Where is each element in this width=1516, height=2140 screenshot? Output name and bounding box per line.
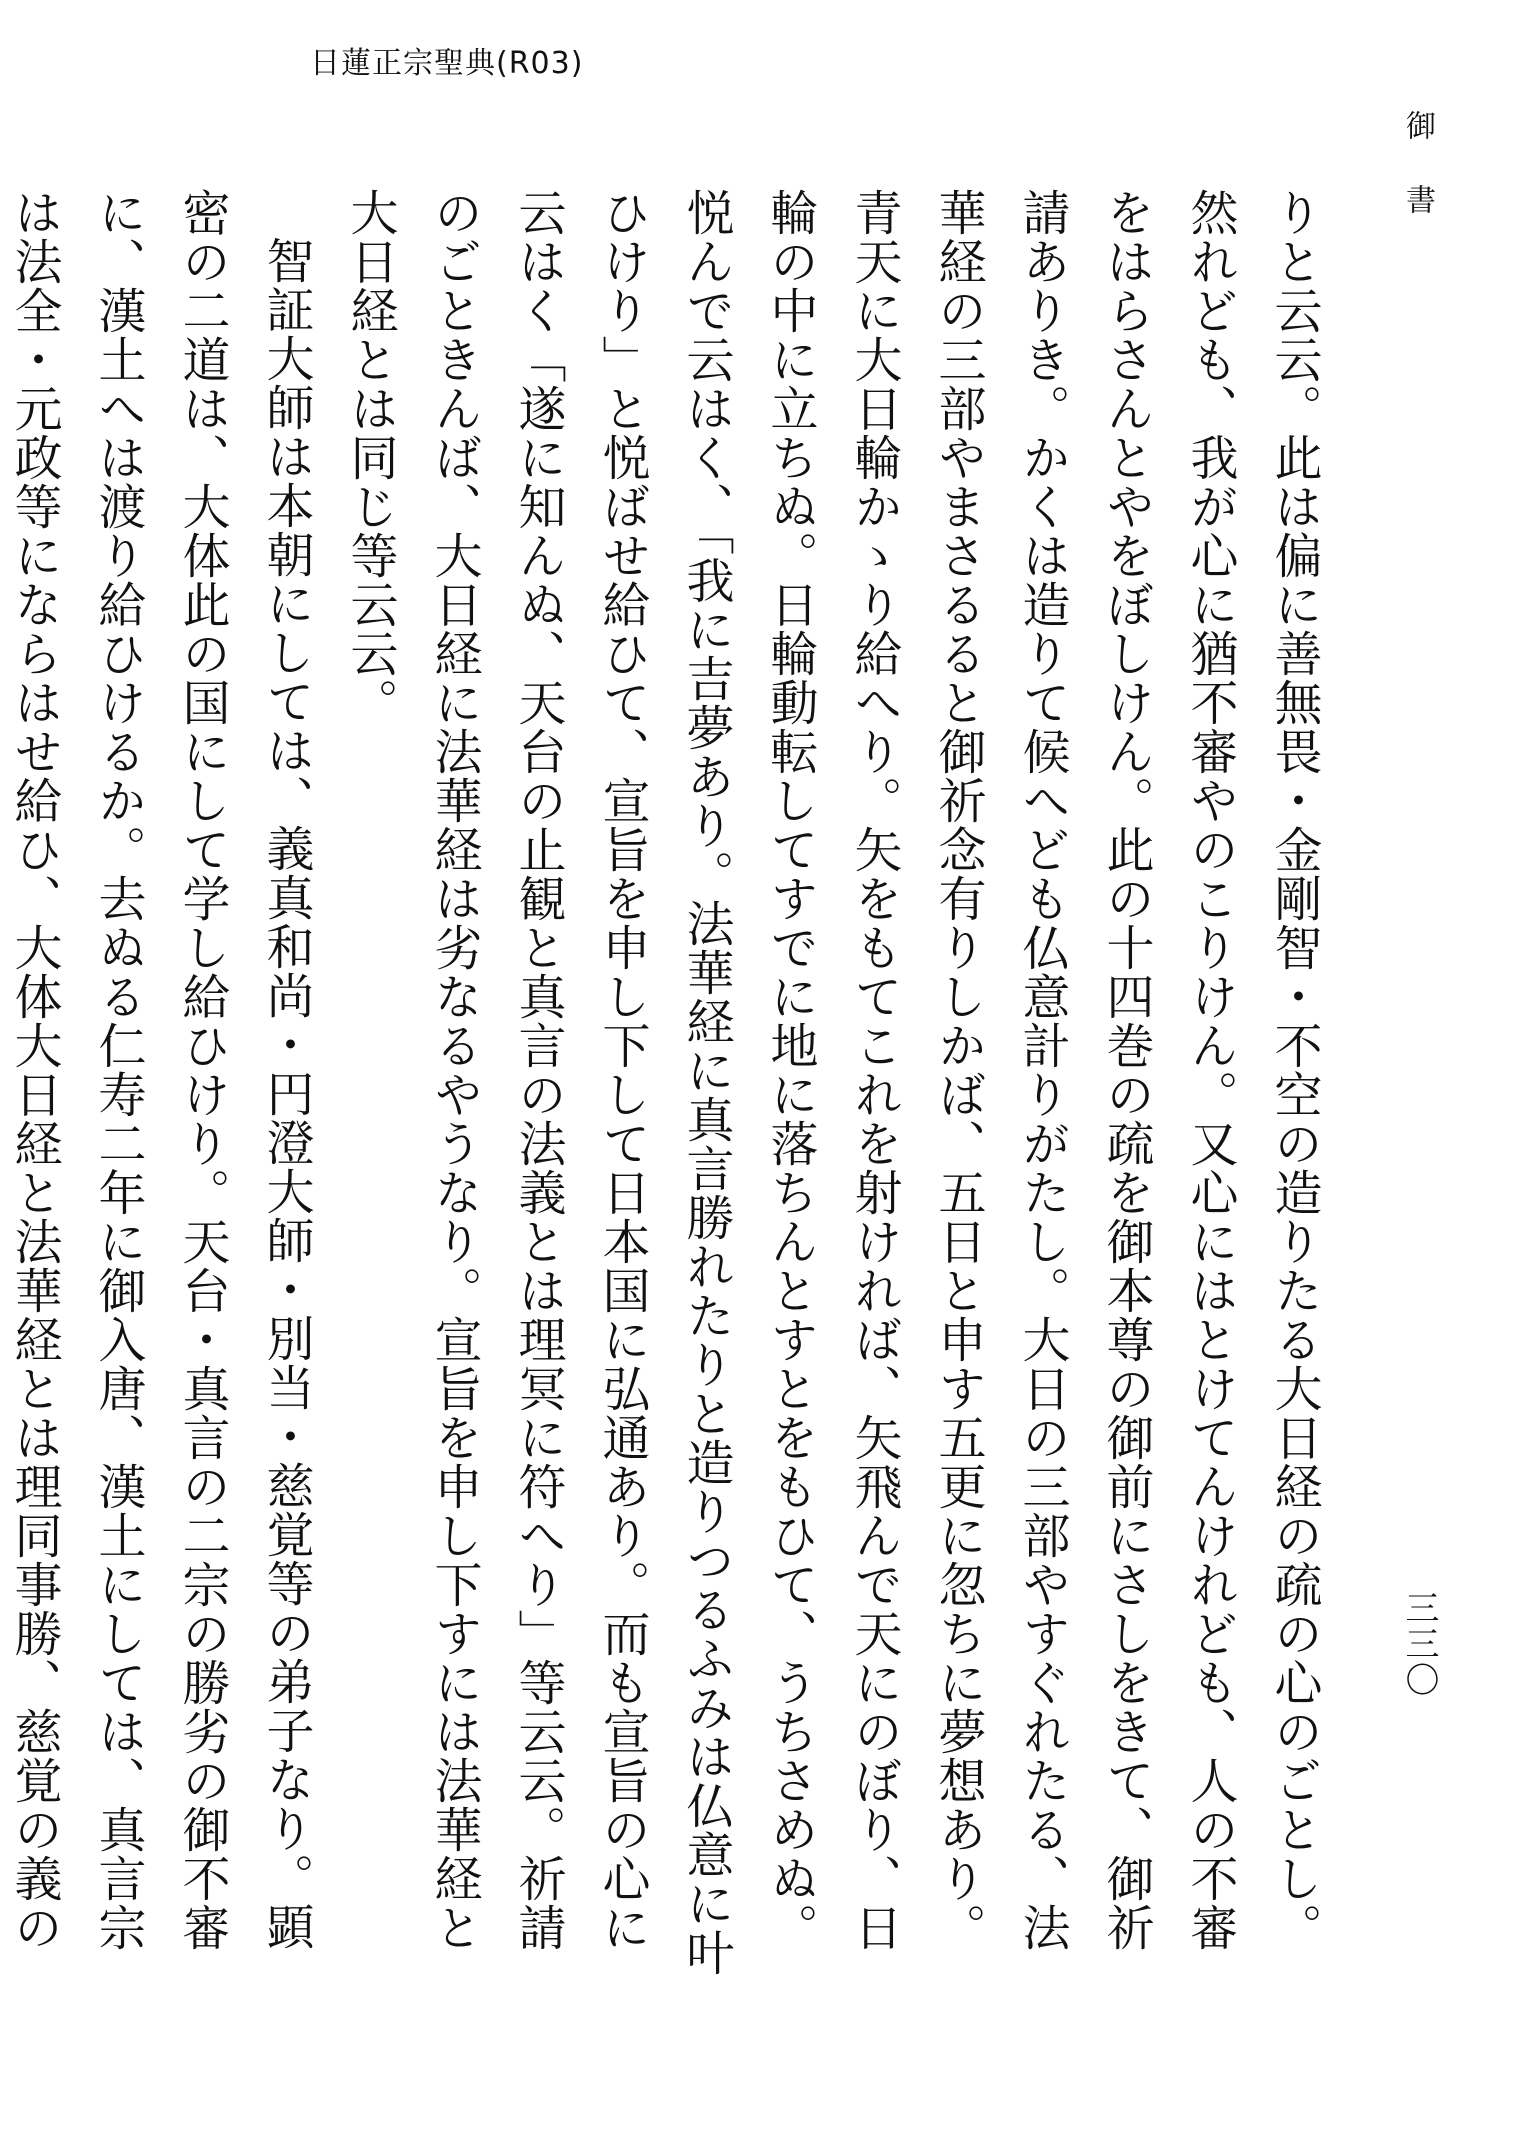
running-head: 御書 [1400,110,1435,258]
book-title: 日蓮正宗聖典(R03) [310,46,584,81]
paragraph: 智証大師は本朝にしては、義真和尚・円澄大師・別当・慈覚等の弟子なり。顕密の二道は、大体此の国にして学し給ひけり。天台・真言の二宗の勝劣の御不審に、漢土へは渡り給ひけるか。去ぬる仁寿二年に御入唐、漢土にしては、真言宗は法全・元政等にならはせ給ひ、大体大日経と法華経とは理同事勝、慈覚の義の [6,188,314,1952]
paragraph: りと云云。此は偏に善無畏・金剛智・不空の造りたる大日経の疏の心のごとし。然れども、我が心に猶不審やのこりけん。又心にはとけてんけれども、人の不審をはらさんとやをぼしけん。此の十四巻の疏を御本尊の御前にさしをきて、御祈請ありき。かくは造りて候へども仏意計りがたし。大日の三部やすぐれたる、法華経の三部やまさるると御祈念有りしかば、五日と申す五更に忽ちに夢想あり。青天に大日輪かゝり給へり。矢をもてこれを射ければ、矢飛んで天にのぼり、日輪の中に立ちぬ。日輪動転してすでに地に落ちんとすとをもひて、うちさめぬ。悦んで云はく、「我に吉夢あり。法華経に真言勝れたりと造りつるふみは仏意に叶ひけり」と悦ばせ給ひて、宣旨を申し下して日本国に弘通あり。而も宣旨の心に云はく「遂に知んぬ、天台の止観と真言の法義とは理冥に符へり」等云云。祈請のごときんば、大日経に法華経は劣なるやうなり。宣旨を申し下すには法華経と大日経とは同じ等云云。 [342,188,1322,1977]
page-number: 三三〇 [1399,1590,1439,1698]
vertical-text-body [6,188,1336,1988]
